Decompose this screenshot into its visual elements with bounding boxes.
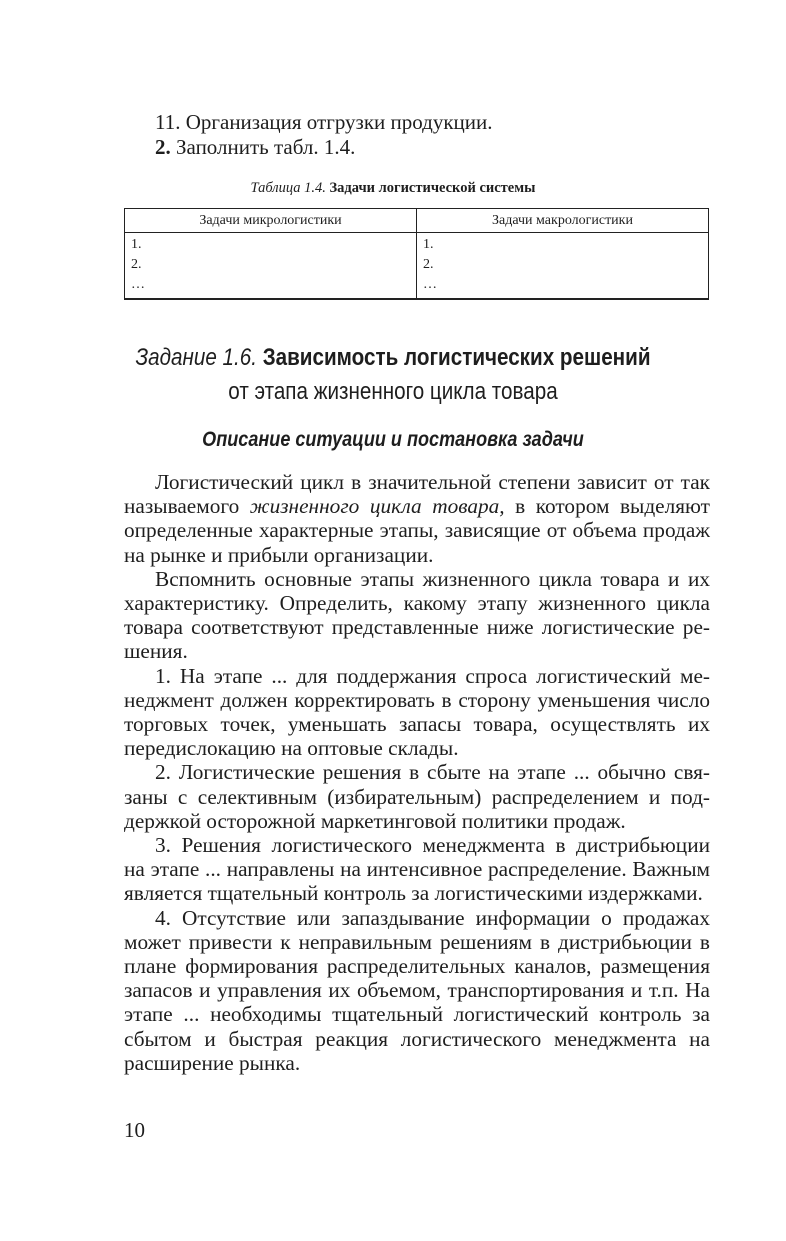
paragraph-task: Вспомнить основные этапы жизненного цикла товара и их характеристику. Определить, какому этапу жизненного цикла товара соответствуют представленные ниже логистические решения. [124, 566, 710, 664]
table-caption-label: Таблица 1.4. [250, 180, 326, 196]
table-cell-line: 2. [131, 257, 142, 272]
task-title-part1: Зависимость логистических решений [262, 344, 651, 371]
table-cell-line: 2. [423, 257, 434, 272]
paragraph-item-4: 4. Отсутствие или запаздывание информации о продажах может привести к неправильным решениям в дистрибьюции в плане формирования распределительных каналов, размещения запасов и управления их объемом, транспортирования и т.п. На этапе ... необходимы тщательный логистический контроль за сбытом и быстрая реакция логистического менеджмента на расширение рынка. [124, 905, 710, 1075]
paragraph-item-2: 2. Логистические решения в сбыте на этапе ... обычно связаны с селективным (избирательным) распределением и поддержкой осторожной маркетинговой политики продаж. [124, 760, 710, 833]
paragraph-item-1: 1. На этапе ... для поддержания спроса логистический менеджмент должен корректировать в сторону уменьшения число торговых точек, уменьшать запасы товара, осуществлять их передислокацию на оптовые склады. [124, 663, 710, 761]
logistics-tasks-table [124, 208, 709, 300]
paragraph-intro-end: в котором выделяют определенные характерные этапы, зависящие от объема продаж на рынке и прибыли организации. [124, 494, 710, 567]
task-heading-line1 [55, 341, 731, 375]
list-item-2 [155, 135, 355, 159]
table-header-micro: Задачи микрологистики [125, 209, 417, 233]
task-label: Задание 1.6. [135, 344, 257, 371]
task-heading-line2: от этапа жизненного цикла товара [228, 378, 558, 405]
paragraph-intro-term: жизненного цикла товара, [249, 494, 505, 519]
table-header-macro: Задачи макрологистики [417, 209, 709, 233]
page-number: 10 [124, 1118, 145, 1142]
table-cell-line: … [131, 277, 145, 292]
list-item-11: 11. Организация отгрузки продукции. [155, 110, 493, 134]
table-cell-line: 1. [423, 237, 434, 252]
table-cell-line: … [423, 277, 437, 292]
table-cell-line: 1. [131, 237, 142, 252]
paragraph-intro [124, 470, 710, 567]
table-body-row [125, 233, 709, 300]
table-cell-macro [417, 233, 709, 300]
body-text [124, 470, 710, 1075]
list-item-2-number: 2. [155, 135, 171, 159]
paragraph-intro-start: Логистический цикл в значительной степени зависит от так называемого [124, 470, 710, 519]
section-subheading: Описание ситуации и постановка задачи [202, 428, 584, 451]
list-item-2-text: Заполнить табл. 1.4. [170, 135, 356, 159]
table-caption [0, 180, 786, 197]
table-caption-title: Задачи логистической системы [329, 180, 536, 196]
table-header-row [125, 209, 709, 233]
paragraph-item-3: 3. Решения логистического менеджмента в дистрибьюции на этапе ... направлены на интенсивное распределение. Важным является тщательный контроль за логистическими издержками. [124, 833, 710, 906]
table-cell-micro [125, 233, 417, 300]
